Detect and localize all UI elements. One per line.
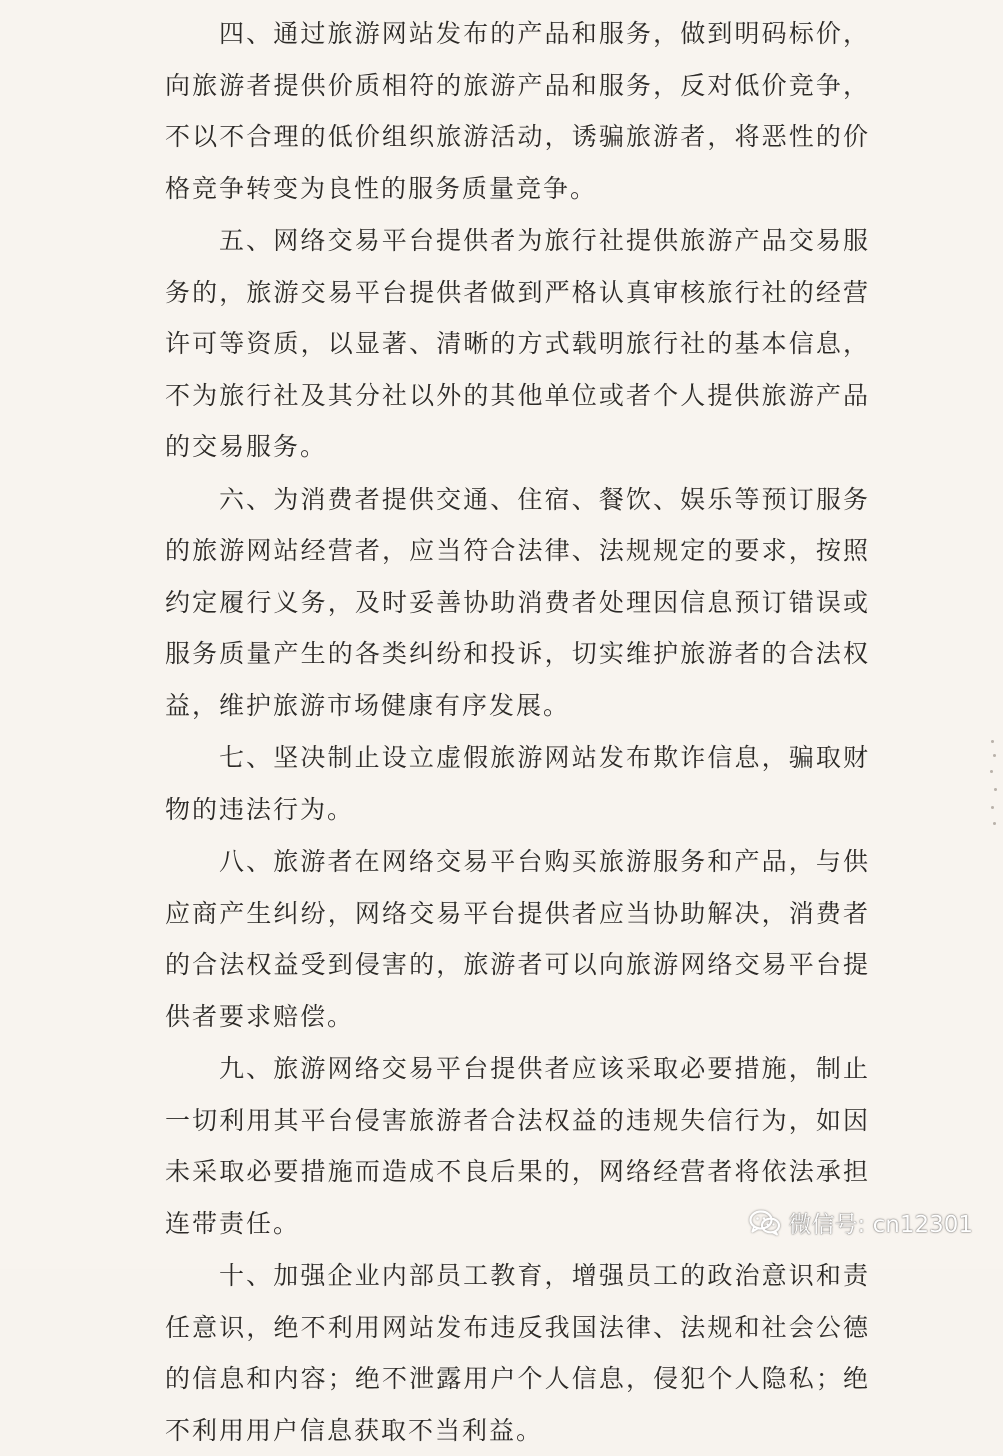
paper-edge-specks xyxy=(989,740,999,830)
paragraph-5: 五、网络交易平台提供者为旅行社提供旅游产品交易服务的，旅游交易平台提供者做到严格认真审核旅行社的经营许可等资质，以显著、清晰的方式载明旅行社的基本信息，不为旅行社及其分社以外的其他单位或者个人提供旅游产品的交易服务。 xyxy=(165,226,870,461)
wechat-watermark xyxy=(749,1206,973,1239)
paragraph-8: 八、旅游者在网络交易平台购买旅游服务和产品，与供应商产生纠纷，网络交易平台提供者应当协助解决，消费者的合法权益受到侵害的，旅游者可以向旅游网络交易平台提供者要求赔偿。 xyxy=(165,847,870,1031)
paragraph-6: 六、为消费者提供交通、住宿、餐饮、娱乐等预订服务的旅游网站经营者，应当符合法律、法规规定的要求，按照约定履行义务，及时妥善协助消费者处理因信息预订错误或服务质量产生的各类纠纷和投诉，切实维护旅游者的合法权益，维护旅游市场健康有序发展。 xyxy=(165,484,870,720)
paragraph-10: 十、加强企业内部员工教育，增强员工的政治意识和责任意识，绝不利用网站发布违反我国法律、法规和社会公德的信息和内容；绝不泄露用户个人信息，侵犯个人隐私；绝不利用用户信息获取不当利益。 xyxy=(165,1261,870,1445)
paragraph-4: 四、通过旅游网站发布的产品和服务，做到明码标价，向旅游者提供价质相符的旅游产品和服务，反对低价竞争，不以不合理的低价组织旅游活动，诱骗旅游者，将恶性的价格竞争转变为良性的服务质量竞争。 xyxy=(165,19,870,203)
paragraph-9: 九、旅游网络交易平台提供者应该采取必要措施，制止一切利用其平台侵害旅游者合法权益的违规失信行为，如因未采取必要措施而造成不良后果的，网络经营者将依法承担连带责任。 xyxy=(165,1054,870,1238)
paragraph-7: 七、坚决制止设立虚假旅游网站发布欺诈信息，骗取财物的违法行为。 xyxy=(165,743,870,824)
wechat-icon xyxy=(749,1210,781,1236)
watermark-text: 微信号: cn12301 xyxy=(788,1212,973,1238)
